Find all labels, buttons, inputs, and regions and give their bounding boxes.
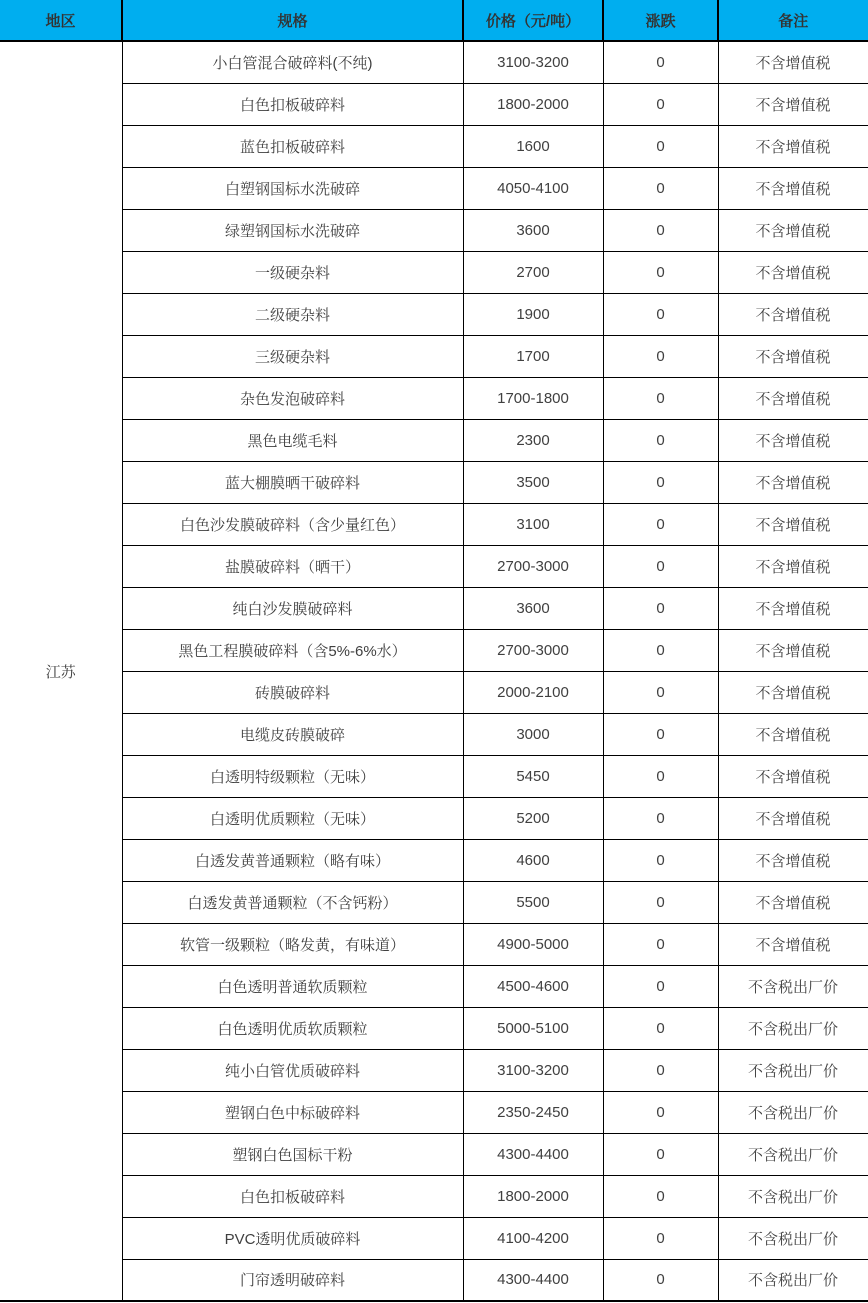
note-cell: 不含增值税 [718, 587, 868, 629]
spec-cell: 门帘透明破碎料 [122, 1259, 463, 1301]
change-cell: 0 [603, 461, 718, 503]
change-cell: 0 [603, 251, 718, 293]
note-cell: 不含增值税 [718, 83, 868, 125]
spec-cell: 白色透明普通软质颗粒 [122, 965, 463, 1007]
change-cell: 0 [603, 1259, 718, 1301]
price-cell: 2300 [463, 419, 603, 461]
note-cell: 不含增值税 [718, 881, 868, 923]
note-cell: 不含税出厂价 [718, 965, 868, 1007]
table-row [0, 671, 868, 713]
region-cell: 江苏 [0, 41, 122, 1301]
header-row [0, 0, 868, 41]
note-cell: 不含增值税 [718, 293, 868, 335]
spec-cell: 绿塑钢国标水洗破碎 [122, 209, 463, 251]
price-cell: 2350-2450 [463, 1091, 603, 1133]
column-header-note: 备注 [718, 0, 868, 41]
price-cell: 4500-4600 [463, 965, 603, 1007]
note-cell: 不含增值税 [718, 839, 868, 881]
spec-cell: 黑色工程膜破碎料（含5%-6%水） [122, 629, 463, 671]
change-cell: 0 [603, 503, 718, 545]
spec-cell: 白色沙发膜破碎料（含少量红色） [122, 503, 463, 545]
spec-cell: 二级硬杂料 [122, 293, 463, 335]
spec-cell: 塑钢白色中标破碎料 [122, 1091, 463, 1133]
note-cell: 不含增值税 [718, 503, 868, 545]
price-cell: 5000-5100 [463, 1007, 603, 1049]
price-cell: 4300-4400 [463, 1259, 603, 1301]
note-cell: 不含税出厂价 [718, 1133, 868, 1175]
spec-cell: 白色扣板破碎料 [122, 83, 463, 125]
change-cell: 0 [603, 1091, 718, 1133]
change-cell: 0 [603, 965, 718, 1007]
change-cell: 0 [603, 1217, 718, 1259]
change-cell: 0 [603, 335, 718, 377]
price-cell: 2700-3000 [463, 545, 603, 587]
note-cell: 不含税出厂价 [718, 1217, 868, 1259]
price-cell: 2700 [463, 251, 603, 293]
spec-cell: 白色透明优质软质颗粒 [122, 1007, 463, 1049]
spec-cell: 黑色电缆毛料 [122, 419, 463, 461]
price-cell: 1700 [463, 335, 603, 377]
change-cell: 0 [603, 1133, 718, 1175]
note-cell: 不含增值税 [718, 671, 868, 713]
table-row [0, 125, 868, 167]
table-row [0, 881, 868, 923]
price-cell: 4100-4200 [463, 1217, 603, 1259]
table-row [0, 461, 868, 503]
note-cell: 不含税出厂价 [718, 1175, 868, 1217]
spec-cell: 小白管混合破碎料(不纯) [122, 41, 463, 83]
change-cell: 0 [603, 1007, 718, 1049]
column-header-change: 涨跌 [603, 0, 718, 41]
note-cell: 不含税出厂价 [718, 1007, 868, 1049]
table-body [0, 41, 868, 1301]
table-row [0, 167, 868, 209]
table-row [0, 545, 868, 587]
table-row [0, 587, 868, 629]
price-cell: 3000 [463, 713, 603, 755]
table-row [0, 209, 868, 251]
price-cell: 3100 [463, 503, 603, 545]
price-cell: 1600 [463, 125, 603, 167]
note-cell: 不含增值税 [718, 167, 868, 209]
change-cell: 0 [603, 209, 718, 251]
table-row [0, 1259, 868, 1301]
note-cell: 不含增值税 [718, 251, 868, 293]
note-cell: 不含增值税 [718, 419, 868, 461]
note-cell: 不含增值税 [718, 713, 868, 755]
change-cell: 0 [603, 797, 718, 839]
price-cell: 4300-4400 [463, 1133, 603, 1175]
table-row [0, 503, 868, 545]
change-cell: 0 [603, 545, 718, 587]
spec-cell: 蓝大棚膜晒干破碎料 [122, 461, 463, 503]
spec-cell: 塑钢白色国标干粉 [122, 1133, 463, 1175]
column-header-spec: 规格 [122, 0, 463, 41]
table-row [0, 377, 868, 419]
table-row [0, 1049, 868, 1091]
table-row [0, 335, 868, 377]
change-cell: 0 [603, 629, 718, 671]
spec-cell: 白塑钢国标水洗破碎 [122, 167, 463, 209]
spec-cell: 白透明特级颗粒（无味） [122, 755, 463, 797]
table-row [0, 839, 868, 881]
spec-cell: 杂色发泡破碎料 [122, 377, 463, 419]
table-row [0, 41, 868, 83]
change-cell: 0 [603, 587, 718, 629]
note-cell: 不含税出厂价 [718, 1049, 868, 1091]
change-cell: 0 [603, 1049, 718, 1091]
table-row [0, 1007, 868, 1049]
note-cell: 不含增值税 [718, 335, 868, 377]
price-cell: 4050-4100 [463, 167, 603, 209]
price-cell: 5450 [463, 755, 603, 797]
table-row [0, 1217, 868, 1259]
column-header-region: 地区 [0, 0, 122, 41]
table-row [0, 965, 868, 1007]
price-cell: 3100-3200 [463, 41, 603, 83]
note-cell: 不含增值税 [718, 125, 868, 167]
spec-cell: 白透发黄普通颗粒（不含钙粉） [122, 881, 463, 923]
spec-cell: 白透明优质颗粒（无味） [122, 797, 463, 839]
spec-cell: 纯小白管优质破碎料 [122, 1049, 463, 1091]
note-cell: 不含增值税 [718, 41, 868, 83]
spec-cell: 纯白沙发膜破碎料 [122, 587, 463, 629]
spec-cell: 蓝色扣板破碎料 [122, 125, 463, 167]
price-cell: 1700-1800 [463, 377, 603, 419]
note-cell: 不含增值税 [718, 209, 868, 251]
spec-cell: 一级硬杂料 [122, 251, 463, 293]
price-cell: 4600 [463, 839, 603, 881]
price-cell: 2000-2100 [463, 671, 603, 713]
price-cell: 4900-5000 [463, 923, 603, 965]
price-cell: 3600 [463, 209, 603, 251]
spec-cell: 白透发黄普通颗粒（略有味） [122, 839, 463, 881]
spec-cell: 白色扣板破碎料 [122, 1175, 463, 1217]
table-row [0, 755, 868, 797]
spec-cell: 盐膜破碎料（晒干） [122, 545, 463, 587]
spec-cell: 三级硬杂料 [122, 335, 463, 377]
spec-cell: 软管一级颗粒（略发黄，有味道） [122, 923, 463, 965]
price-cell: 5200 [463, 797, 603, 839]
column-header-price: 价格（元/吨） [463, 0, 603, 41]
change-cell: 0 [603, 125, 718, 167]
price-cell: 3100-3200 [463, 1049, 603, 1091]
table-row [0, 1133, 868, 1175]
change-cell: 0 [603, 881, 718, 923]
change-cell: 0 [603, 671, 718, 713]
note-cell: 不含税出厂价 [718, 1091, 868, 1133]
table-row [0, 419, 868, 461]
table-header [0, 0, 868, 41]
change-cell: 0 [603, 923, 718, 965]
change-cell: 0 [603, 377, 718, 419]
note-cell: 不含增值税 [718, 797, 868, 839]
note-cell: 不含增值税 [718, 545, 868, 587]
note-cell: 不含税出厂价 [718, 1259, 868, 1301]
table-row [0, 923, 868, 965]
price-cell: 2700-3000 [463, 629, 603, 671]
price-cell: 1900 [463, 293, 603, 335]
table-row [0, 251, 868, 293]
spec-cell: PVC透明优质破碎料 [122, 1217, 463, 1259]
note-cell: 不含增值税 [718, 461, 868, 503]
note-cell: 不含增值税 [718, 629, 868, 671]
price-cell: 3600 [463, 587, 603, 629]
table-row [0, 629, 868, 671]
change-cell: 0 [603, 41, 718, 83]
table-row [0, 293, 868, 335]
change-cell: 0 [603, 293, 718, 335]
price-cell: 3500 [463, 461, 603, 503]
change-cell: 0 [603, 83, 718, 125]
note-cell: 不含增值税 [718, 755, 868, 797]
change-cell: 0 [603, 1175, 718, 1217]
table-row [0, 713, 868, 755]
price-cell: 1800-2000 [463, 83, 603, 125]
change-cell: 0 [603, 839, 718, 881]
note-cell: 不含增值税 [718, 377, 868, 419]
table-row [0, 83, 868, 125]
table-row [0, 1175, 868, 1217]
price-cell: 5500 [463, 881, 603, 923]
spec-cell: 电缆皮砖膜破碎 [122, 713, 463, 755]
table-row [0, 797, 868, 839]
change-cell: 0 [603, 419, 718, 461]
change-cell: 0 [603, 167, 718, 209]
price-cell: 1800-2000 [463, 1175, 603, 1217]
change-cell: 0 [603, 755, 718, 797]
table-row [0, 1091, 868, 1133]
change-cell: 0 [603, 713, 718, 755]
spec-cell: 砖膜破碎料 [122, 671, 463, 713]
note-cell: 不含增值税 [718, 923, 868, 965]
